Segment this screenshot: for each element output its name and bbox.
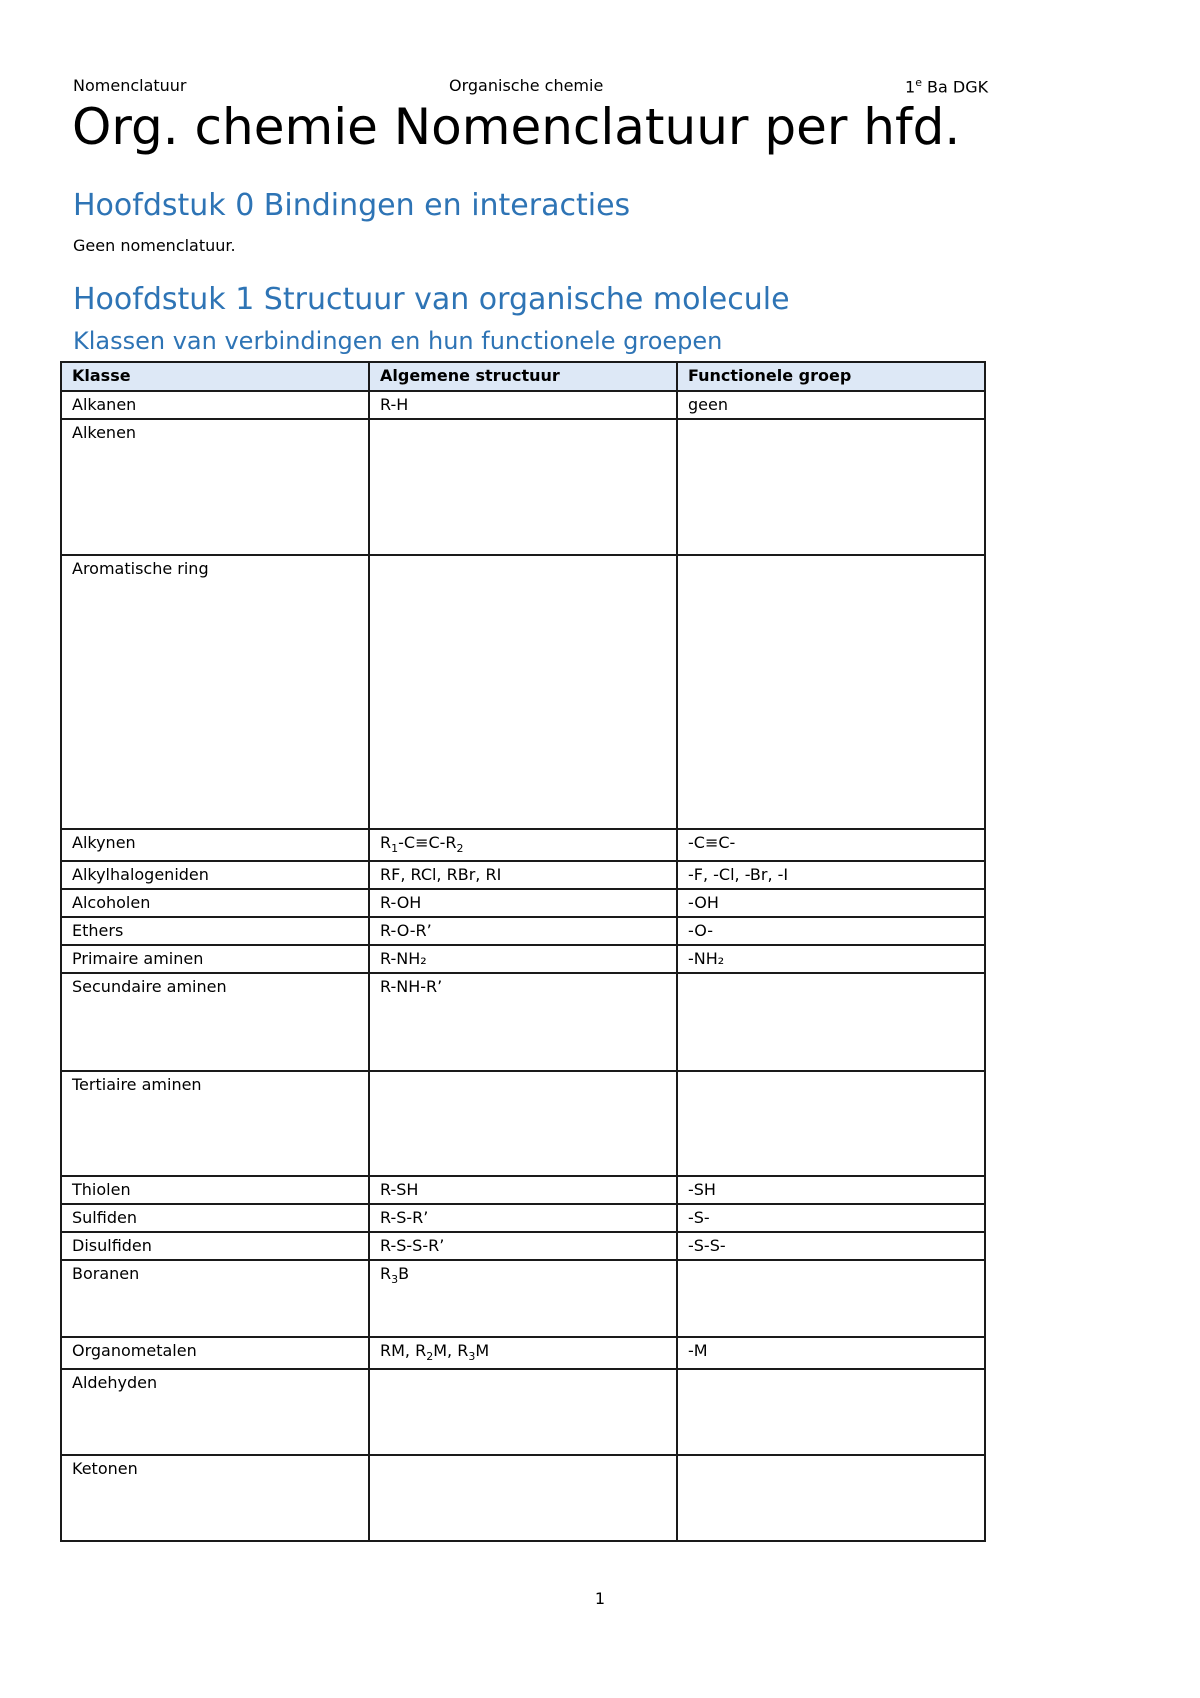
cell-structuur: R-NH-R’ — [369, 973, 677, 1071]
document-title: Org. chemie Nomenclatuur per hfd. — [72, 98, 961, 156]
cell-groep: -SH — [677, 1176, 985, 1204]
cell-groep — [677, 1071, 985, 1176]
header-year-number: 1 — [905, 77, 916, 97]
table-row — [61, 1260, 985, 1337]
table-row — [61, 861, 985, 889]
table-header-row — [61, 362, 985, 391]
table-row — [61, 917, 985, 945]
table-row — [61, 1204, 985, 1232]
formula-subscript: 3 — [468, 1350, 476, 1364]
cell-klasse: Boranen — [61, 1260, 369, 1337]
header-klasse: Klasse — [61, 362, 369, 391]
formula-subscript: 2 — [426, 1350, 434, 1364]
cell-structuur: RF, RCl, RBr, RI — [369, 861, 677, 889]
header-program: Ba DGK — [921, 77, 989, 97]
cell-structuur: R-OH — [369, 889, 677, 917]
formula-part: B — [398, 1264, 410, 1284]
cell-groep: -S- — [677, 1204, 985, 1232]
cell-groep: -O- — [677, 917, 985, 945]
formula-subscript: 1 — [391, 842, 399, 856]
header-year-superscript: e — [915, 76, 922, 89]
chapter-1-subheading: Klassen van verbindingen en hun functionele groepen — [73, 327, 723, 355]
cell-groep — [677, 419, 985, 555]
cell-structuur: R-H — [369, 391, 677, 419]
formula-subscript: 3 — [391, 1273, 399, 1287]
cell-groep: -OH — [677, 889, 985, 917]
cell-groep — [677, 1455, 985, 1541]
cell-groep: geen — [677, 391, 985, 419]
formula-part: R — [380, 1264, 392, 1284]
chapter-0-heading: Hoofdstuk 0 Bindingen en interacties — [73, 188, 631, 223]
cell-groep — [677, 973, 985, 1071]
cell-groep: -C≡C- — [677, 829, 985, 861]
cell-klasse: Organometalen — [61, 1337, 369, 1369]
table-row — [61, 555, 985, 829]
header-functionele-groep: Functionele groep — [677, 362, 985, 391]
cell-groep — [677, 1260, 985, 1337]
cell-klasse: Alkynen — [61, 829, 369, 861]
chapter-0-text: Geen nomenclatuur. — [73, 236, 236, 255]
functional-groups-table — [60, 361, 986, 1542]
cell-groep: -M — [677, 1337, 985, 1369]
cell-klasse: Tertiaire aminen — [61, 1071, 369, 1176]
cell-klasse: Sulfiden — [61, 1204, 369, 1232]
formula-part: -C≡C-R — [398, 833, 457, 852]
running-header-right — [905, 76, 988, 96]
formula-part: M — [475, 1341, 490, 1361]
formula-part: R — [380, 833, 392, 852]
cell-structuur — [369, 1337, 677, 1369]
cell-klasse: Alkanen — [61, 391, 369, 419]
table-row — [61, 889, 985, 917]
cell-klasse: Disulfiden — [61, 1232, 369, 1260]
cell-klasse: Aldehyden — [61, 1369, 369, 1455]
table-row — [61, 1176, 985, 1204]
cell-groep — [677, 555, 985, 829]
formula-part: M, R — [433, 1341, 469, 1361]
cell-klasse: Alcoholen — [61, 889, 369, 917]
cell-groep: -S-S- — [677, 1232, 985, 1260]
cell-structuur: R-S-R’ — [369, 1204, 677, 1232]
cell-groep: -NH₂ — [677, 945, 985, 973]
cell-structuur: R-O-R’ — [369, 917, 677, 945]
cell-structuur — [369, 1260, 677, 1337]
table-row — [61, 391, 985, 419]
cell-groep — [677, 1369, 985, 1455]
cell-klasse: Primaire aminen — [61, 945, 369, 973]
running-header-left: Nomenclatuur — [73, 76, 187, 95]
cell-klasse: Aromatische ring — [61, 555, 369, 829]
cell-groep: -F, -Cl, -Br, -I — [677, 861, 985, 889]
table-row — [61, 829, 985, 861]
cell-structuur — [369, 555, 677, 829]
cell-klasse: Ethers — [61, 917, 369, 945]
cell-klasse: Ketonen — [61, 1455, 369, 1541]
table-row — [61, 945, 985, 973]
cell-structuur — [369, 829, 677, 861]
table-row — [61, 1369, 985, 1455]
table-row — [61, 973, 985, 1071]
cell-klasse: Thiolen — [61, 1176, 369, 1204]
header-algemene-structuur: Algemene structuur — [369, 362, 677, 391]
cell-structuur — [369, 419, 677, 555]
page-number: 1 — [594, 1589, 606, 1608]
cell-structuur — [369, 1369, 677, 1455]
table-row — [61, 1455, 985, 1541]
cell-structuur: R-SH — [369, 1176, 677, 1204]
table-row — [61, 419, 985, 555]
cell-klasse: Alkylhalogeniden — [61, 861, 369, 889]
cell-klasse: Secundaire aminen — [61, 973, 369, 1071]
cell-structuur: R-S-S-R’ — [369, 1232, 677, 1260]
cell-structuur — [369, 1455, 677, 1541]
chapter-1-heading: Hoofdstuk 1 Structuur van organische molecule — [73, 282, 790, 317]
cell-structuur: R-NH₂ — [369, 945, 677, 973]
formula-part: RM, R — [380, 1341, 427, 1361]
table-row — [61, 1232, 985, 1260]
formula-subscript: 2 — [456, 842, 464, 856]
cell-structuur — [369, 1071, 677, 1176]
cell-klasse: Alkenen — [61, 419, 369, 555]
table-row — [61, 1337, 985, 1369]
running-header-center: Organische chemie — [449, 76, 604, 95]
table-row — [61, 1071, 985, 1176]
